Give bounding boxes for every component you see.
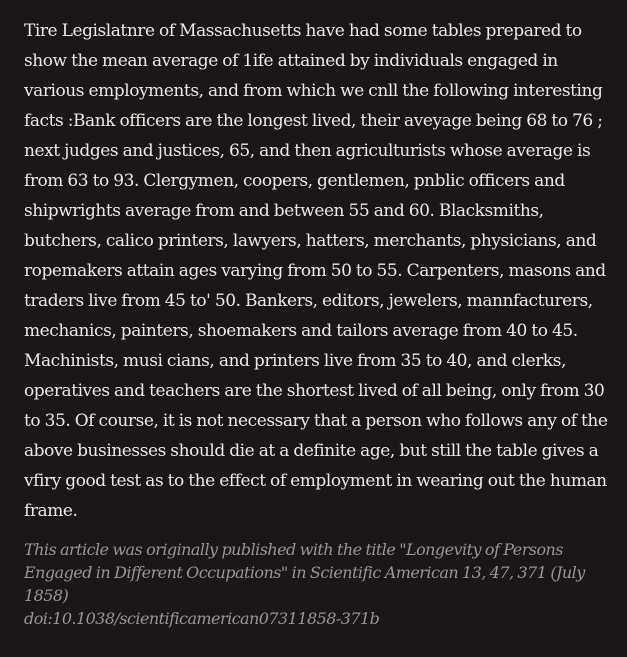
doi-text: doi:10.1038/scientificamerican07311858-371b — [24, 609, 380, 628]
source-note — [24, 538, 614, 630]
article-paragraph: Tire Legislatnre of Massachusetts have had some tables prepared to show the mean average of 1ife attained by individuals engaged in various employments, and from which we cnll the following interesting facts :Bank officers are the longest lived, their aveyage being 68 to 76 ; next judges and justices, 65, and then agriculturists whose average is from 63 to 93. Clergymen, coopers, gentlemen, pnblic officers and shipwrights average from and between 55 and 60. Blacksmiths, butchers, calico printers, lawyers, hatters, merchants, physicians, and ropemakers attain ages varying from 50 to 55. Carpenters, masons and traders live from 45 to' 50. Bankers, editors, jewelers, mannfacturers, mechanics, painters, shoemakers and tailors average from 40 to 45. Machinists, musi cians, and printers live from 35 to 40, and clerks, operatives and teachers are the shortest lived of all being, only from 30 to 35. Of course, it is not necessary that a person who follows any of the above businesses should die at a definite age, but still the table gives a vfiry good test as to the effect of employment in wearing out the human frame. — [24, 21, 608, 521]
publication-note: This article was originally published with the title "Longevity of Persons Engaged in Different Occupations" in Scientific American 13, 47, 371 (July 1858) — [24, 540, 585, 605]
article-body — [24, 16, 616, 526]
